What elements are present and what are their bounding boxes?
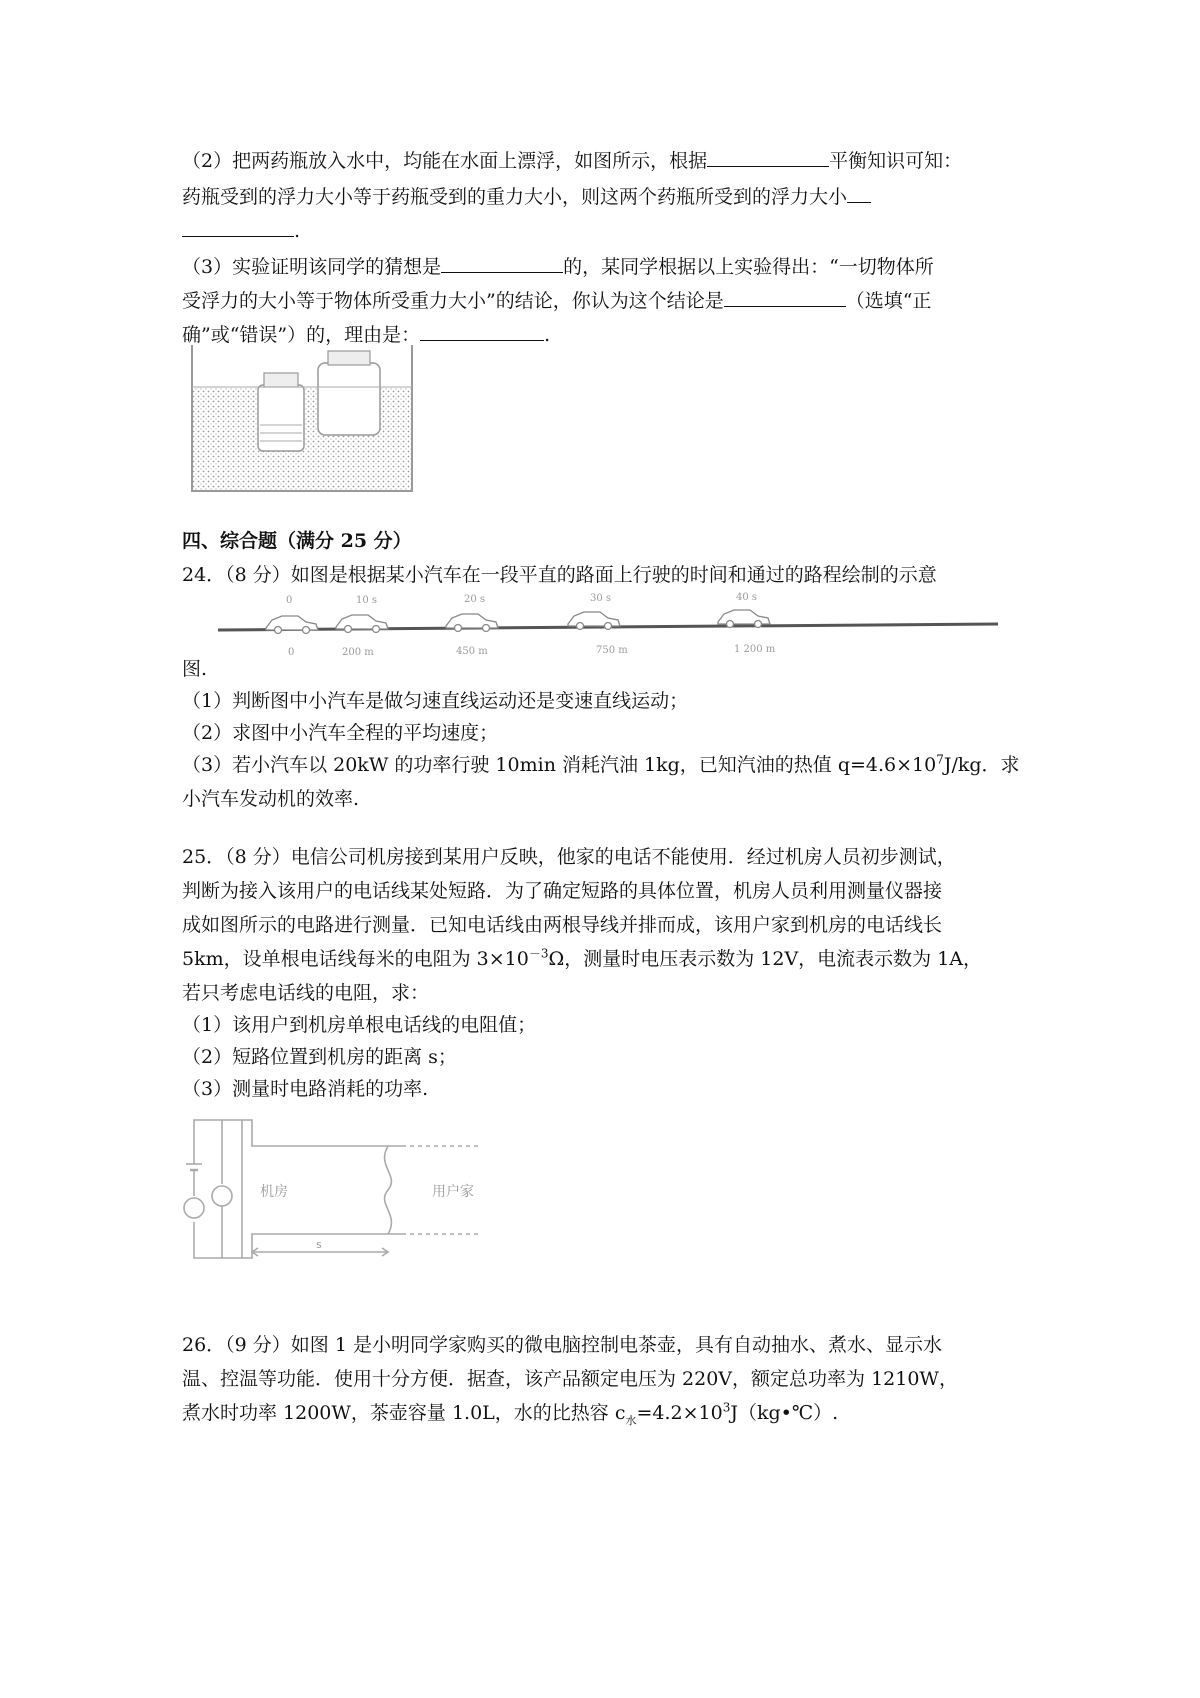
distance-label: 450 m bbox=[456, 646, 488, 657]
section-title: 四、综合题（满分 25 分） bbox=[182, 530, 412, 552]
distance-label: 0 bbox=[288, 647, 295, 658]
q24-intro-end: 图. bbox=[182, 658, 208, 680]
distance-s-label: s bbox=[316, 1238, 322, 1251]
small-bottle bbox=[258, 373, 304, 451]
q25-sub1: （1）该用户到机房单根电话线的电阻值； bbox=[182, 1014, 537, 1036]
q23-part3-line3: 确”或“错误”）的，理由是： . bbox=[182, 324, 551, 346]
answer-blank[interactable] bbox=[182, 218, 294, 237]
q25-line5: 若只考虑电话线的电阻，求： bbox=[182, 982, 430, 1004]
q25-line2: 判断为接入该用户的电话线某处短路．为了确定短路的具体位置，机房人员利用测量仪器接 bbox=[182, 880, 943, 902]
q23-part3-line1: （3）实验证明该同学的猜想是 的，某同学根据以上实验得出：“一切物体所 bbox=[182, 256, 934, 278]
q25-line1: 25．（8 分）电信公司机房接到某用户反映，他家的电话不能使用．经过机房人员初步测试， bbox=[182, 846, 956, 868]
distance-label: 200 m bbox=[342, 647, 374, 658]
user-home-label: 用户家 bbox=[432, 1184, 474, 1200]
telephone-circuit-figure bbox=[182, 1112, 542, 1272]
time-label: 20 s bbox=[464, 594, 486, 605]
q23-part3-line2: 受浮力的大小等于物体所受重力大小”的结论，你认为这个结论是 （选填“正 bbox=[182, 290, 932, 312]
q26-line2: 温、控温等功能．使用十分方便．据查，该产品额定电压为 220V，额定总功率为 1210W， bbox=[182, 1368, 958, 1390]
q25-line4: 5km，设单根电话线每米的电阻为 $3\times 10^{-3}\Omega$，测量时电压表示数为 12V，电流表示数为 1A， bbox=[182, 946, 983, 970]
q26-line3: 煮水时功率 1200W，茶壶容量 1.0L，水的比热容 $c_水=4.2\times 10^3J(kg•℃)$. bbox=[182, 1400, 839, 1427]
q23-part2-line1: （2）把两药瓶放入水中，均能在水面上漂浮，如图所示，根据 平衡知识可知： bbox=[182, 150, 963, 172]
large-bottle bbox=[318, 351, 380, 435]
q24-sub3-line2: 小汽车发动机的效率. bbox=[182, 788, 360, 810]
machine-room-label: 机房 bbox=[260, 1184, 288, 1200]
answer-blank[interactable] bbox=[724, 288, 846, 307]
time-label: 40 s bbox=[736, 592, 758, 603]
answer-blank[interactable] bbox=[847, 184, 871, 203]
q24-sub3-line1: （3）若小汽车以 20kW 的功率行驶 10min 消耗汽油 1kg，已知汽油的热值 $q=4.6\times 10^7J/kg$．求 bbox=[182, 752, 1020, 776]
bottles-in-water-figure bbox=[182, 345, 432, 495]
q23-part2-line2: 药瓶受到的浮力大小等于药瓶受到的重力大小，则这两个药瓶所受到的浮力大小 bbox=[182, 184, 871, 210]
q25-sub3: （3）测量时电路消耗的功率. bbox=[182, 1078, 429, 1100]
q25-line3: 成如图所示的电路进行测量．已知电话线由两根导线并排而成，该用户家到机房的电话线长 bbox=[182, 914, 943, 936]
q26-line1: 26．（9 分）如图 1 是小明同学家购买的微电脑控制电茶壶，具有自动抽水、煮水、显示水 bbox=[182, 1334, 942, 1356]
distance-label: 750 m bbox=[596, 645, 628, 656]
answer-blank[interactable] bbox=[420, 322, 544, 341]
car-travel-diagram bbox=[218, 592, 998, 662]
time-label: 0 bbox=[286, 595, 293, 606]
voltmeter-icon bbox=[212, 1186, 232, 1206]
time-label: 10 s bbox=[356, 595, 378, 606]
answer-blank[interactable] bbox=[441, 254, 563, 273]
q24-sub1: （1）判断图中小汽车是做匀速直线运动还是变速直线运动； bbox=[182, 690, 689, 712]
q23-part2-line3: . bbox=[182, 218, 300, 244]
time-label: 30 s bbox=[590, 593, 612, 604]
q25-sub2: （2）短路位置到机房的距离 s； bbox=[182, 1046, 457, 1068]
answer-blank[interactable] bbox=[707, 148, 829, 167]
q24-intro: 24．（8 分）如图是根据某小汽车在一段平直的路面上行驶的时间和通过的路程绘制的示意 bbox=[182, 564, 937, 586]
distance-label: 1 200 m bbox=[734, 644, 776, 655]
ammeter-icon bbox=[184, 1198, 204, 1218]
q24-sub2: （2）求图中小汽车全程的平均速度； bbox=[182, 722, 499, 744]
